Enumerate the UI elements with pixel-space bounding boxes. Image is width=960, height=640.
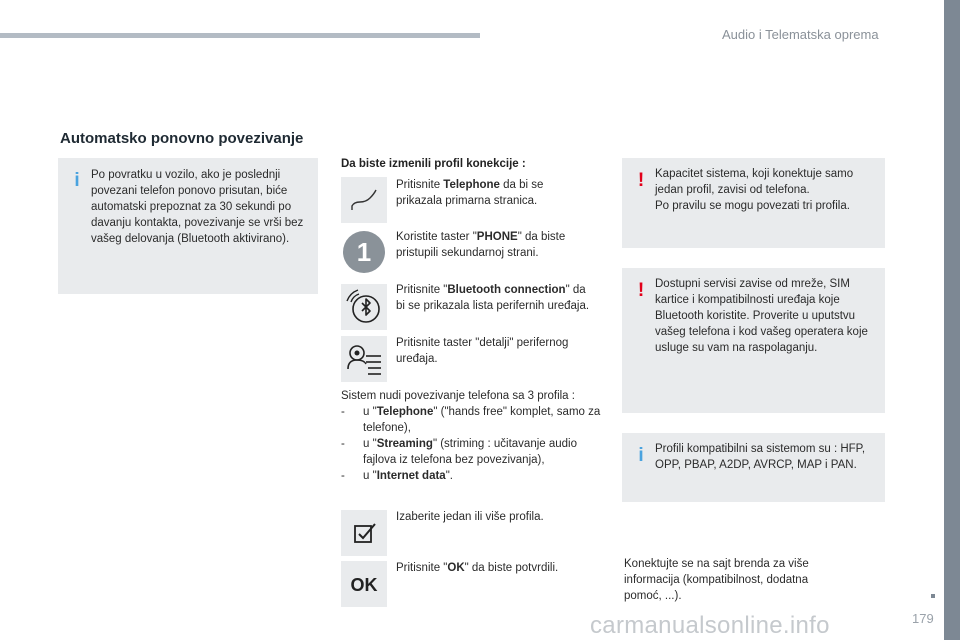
list-item: - u "Internet data".	[341, 470, 453, 482]
page-marker	[931, 594, 935, 598]
section-title: Automatsko ponovno povezivanje	[60, 130, 304, 147]
step-bluetooth-text: Pritisnite "Bluetooth connection" da bi se prikazala lista perifernih uređaja.	[396, 284, 590, 312]
website-note: Konektujte se na sajt brenda za više informacija (kompatibilnost, dodatna pomoć, ...).	[624, 558, 809, 602]
svg-text:1: 1	[356, 237, 372, 267]
warning-icon: !	[637, 280, 645, 301]
info-box-reconnect	[58, 158, 318, 294]
info-box-text: Po povratku u vozilo, ako je poslednji povezani telefon ponovo prisutan, biće automatski prepoznat za 30 sekundi po davanju kontakta, povezivanje se vrši bez vašeg delovanja (Bluetooth aktivirano).	[91, 169, 304, 245]
info-box-text: Profili kompatibilni sa sistemom su : HFP, OPP, PBAP, A2DP, AVRCP, MAP i PAN.	[655, 443, 866, 471]
profiles-intro: Sistem nudi povezivanje telefona sa 3 profila :	[341, 390, 575, 402]
step-details-text: Pritisnite taster "detalji" perifernog uređaja.	[396, 337, 569, 365]
number-1-icon	[341, 229, 387, 275]
step-phone-key-text: Koristite taster "PHONE" da biste pristupili sekundarnoj strani.	[396, 231, 566, 259]
step-select-profiles-text: Izaberite jedan ili više profila.	[396, 511, 544, 523]
profiles-list	[341, 388, 603, 484]
warning-box-text: Kapacitet sistema, koji konektuje samo jedan profil, zavisi od telefona. Po pravilu se mogu povezati tri profila.	[655, 168, 854, 212]
svg-text:OK: OK	[350, 575, 378, 595]
ok-button-icon	[341, 561, 387, 607]
chapter-title: Audio i Telematska oprema	[722, 27, 879, 42]
warning-box-services	[622, 268, 885, 413]
list-item: - u "Streaming" (striming : učitavanje audio fajlova iz telefona bez povezivanja),	[341, 438, 578, 466]
warning-box-text: Dostupni servisi zavise od mreže, SIM kartice i kompatibilnosti uređaja koje Bluetooth koristite. Proverite u uputstvu vašeg telefona i kod vašeg operatera koje usluge su vam na raspolaganju.	[655, 278, 868, 354]
page-number: 179	[912, 611, 934, 626]
step-telephone-text: Pritisnite Telephone da bi se prikazala primarna stranica.	[396, 179, 544, 207]
watermark: carmanualsonline.info	[590, 612, 830, 639]
warning-box-capacity	[622, 158, 885, 248]
procedure-heading: Da biste izmenili profil konekcije :	[341, 158, 526, 170]
list-item: - u "Telephone" ("hands free" komplet, samo za telefone),	[341, 406, 601, 434]
side-tab	[944, 0, 960, 640]
info-icon: i	[638, 445, 644, 466]
info-icon: i	[74, 170, 80, 191]
step-ok-text: Pritisnite "OK" da biste potvrdili.	[396, 562, 559, 574]
header-bar	[0, 33, 480, 38]
warning-icon: !	[637, 170, 645, 191]
checkbox-icon	[341, 510, 387, 556]
bluetooth-icon	[341, 284, 387, 330]
device-details-icon	[341, 336, 387, 382]
info-box-profiles	[622, 433, 885, 502]
telephone-screen-icon	[341, 177, 387, 223]
